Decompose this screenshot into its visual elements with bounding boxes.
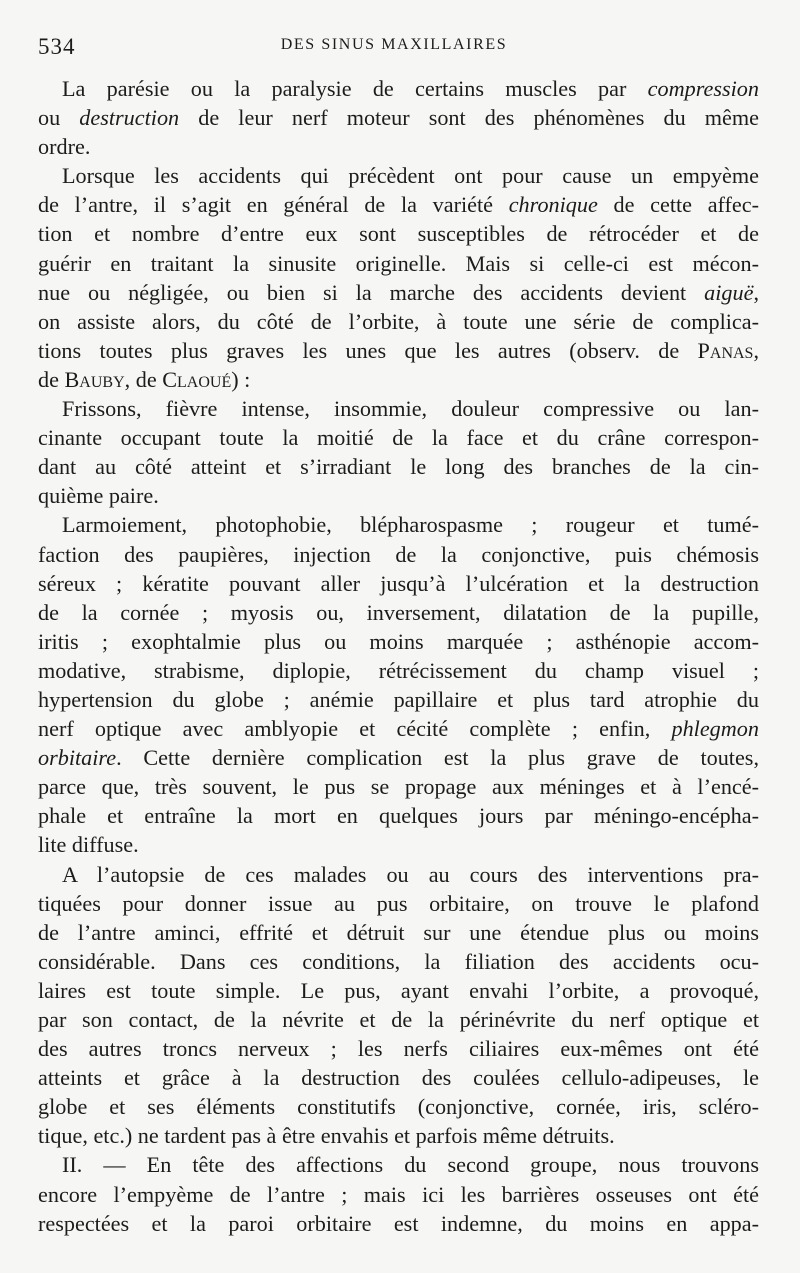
text-line: hypertension du globe ; anémie papillaire et plus tard atrophie du [38, 686, 759, 712]
text-line: globe et ses éléments constitutifs (conjonctive, cornée, iris, scléro- [38, 1094, 759, 1120]
page-header [38, 30, 750, 60]
text-line: atteints et grâce à la destruction des coulées cellulo-adipeuses, le [38, 1065, 759, 1091]
text-line: modative, strabisme, diplopie, rétrécissement du champ visuel ; [38, 657, 759, 683]
text-line: ordre. [38, 134, 91, 160]
text-line: tions toutes plus graves les unes que les autres (observ. de Panas, [38, 337, 759, 363]
text-line: II. — En tête des affections du second groupe, nous trouvons [62, 1152, 759, 1178]
text-line: on assiste alors, du côté de l’orbite, à toute une série de complica- [38, 308, 759, 334]
text-line: ou destruction de leur nerf moteur sont des phénomènes du même [38, 105, 759, 131]
text-line: La parésie ou la paralysie de certains muscles par compression [62, 76, 759, 101]
text-line: nerf optique avec amblyopie et cécité complète ; enfin, phlegmon [38, 716, 759, 742]
text-line: dant au côté atteint et s’irradiant le long des branches de la cin- [38, 454, 759, 480]
text-line: de Bauby, de Claoué) : [38, 366, 251, 392]
text-line: iritis ; exophtalmie plus ou moins marquée ; asthénopie accom- [38, 628, 759, 654]
text-line: des autres troncs nerveux ; les nerfs ciliaires eux-mêmes ont été [38, 1036, 759, 1062]
text-line: de la cornée ; myosis ou, inversement, dilatation de la pupille, [38, 599, 759, 625]
text-line: Lorsque les accidents qui précèdent ont pour cause un empyème [62, 163, 759, 189]
text-line: phale et entraîne la mort en quelques jours par méningo-encépha- [38, 803, 759, 829]
text-line: nue ou négligée, ou bien si la marche des accidents devient aiguë, [38, 279, 759, 305]
text-line: quième paire. [38, 483, 159, 509]
text-line: considérable. Dans ces conditions, la filiation des accidents ocu- [38, 948, 759, 974]
text-line: encore l’empyème de l’antre ; mais ici les barrières osseuses ont été [38, 1181, 759, 1207]
page-number: 534 [38, 34, 76, 59]
text-line: faction des paupières, injection de la conjonctive, puis chémosis [38, 541, 759, 567]
text-line: tique, etc.) ne tardent pas à être envahis et parfois même détruits. [38, 1123, 615, 1149]
text-line: orbitaire. Cette dernière complication est la plus grave de toutes, [38, 745, 759, 771]
text-line: de l’antre, il s’agit en général de la variété chronique de cette affec- [38, 192, 759, 218]
text-line: lite diffuse. [38, 832, 139, 858]
text-line: cinante occupant toute la moitié de la face et du crâne correspon- [38, 425, 759, 451]
text-line: tion et nombre d’entre eux sont susceptibles de rétrocéder et de [38, 221, 759, 247]
text-line: parce que, très souvent, le pus se propage aux méninges et à l’encé- [38, 774, 759, 800]
text-line: de l’antre aminci, effrité et détruit sur une étendue plus ou moins [38, 919, 759, 945]
text-line: A l’autopsie de ces malades ou au cours des interventions pra- [62, 861, 759, 887]
text-line: séreux ; kératite pouvant aller jusqu’à l’ulcération et la destruction [38, 570, 759, 596]
text-line: par son contact, de la névrite et de la périnévrite du nerf optique et [38, 1007, 759, 1032]
text-line: tiquées pour donner issue au pus orbitaire, on trouve le plafond [38, 890, 759, 916]
text-line: laires est toute simple. Le pus, ayant envahi l’orbite, a provoqué, [38, 977, 759, 1003]
text-line: Larmoiement, photophobie, blépharospasme ; rougeur et tumé- [62, 512, 759, 538]
text-line: respectées et la paroi orbitaire est indemne, du moins en appa- [38, 1210, 759, 1236]
text-line: guérir en traitant la sinusite originelle. Mais si celle-ci est mécon- [38, 250, 759, 276]
body-text [38, 74, 759, 1238]
running-title: DES SINUS MAXILLAIRES [280, 36, 508, 53]
text-line: Frissons, fièvre intense, insommie, douleur compressive ou lan- [62, 396, 759, 422]
